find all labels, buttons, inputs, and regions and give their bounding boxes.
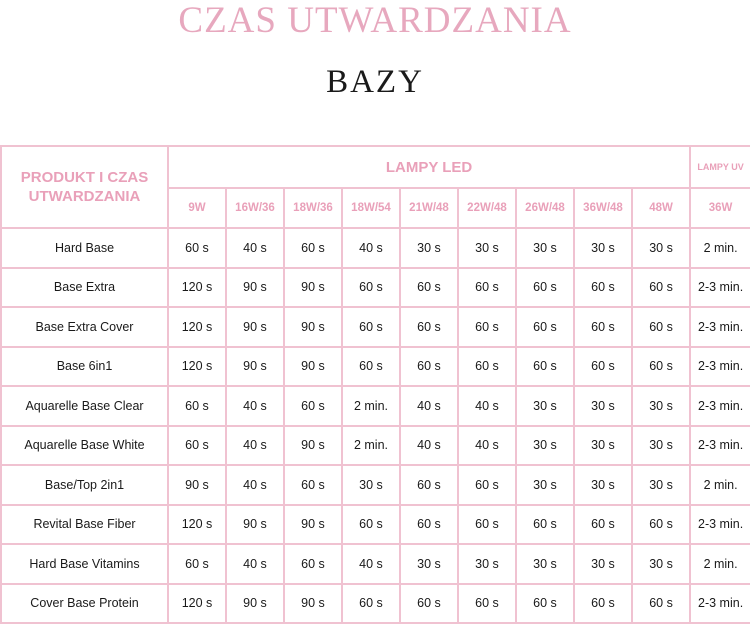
curing-time-cell: 30 s	[632, 426, 690, 466]
curing-time-cell: 60 s	[516, 268, 574, 308]
curing-time-cell: 40 s	[226, 228, 284, 268]
curing-time-cell: 60 s	[168, 228, 226, 268]
curing-time-cell: 40 s	[458, 426, 516, 466]
curing-time-cell: 30 s	[458, 544, 516, 584]
curing-time-cell: 2 min.	[342, 426, 400, 466]
curing-time-table	[0, 145, 750, 624]
curing-time-cell: 60 s	[458, 465, 516, 505]
curing-time-cell: 60 s	[168, 426, 226, 466]
curing-time-cell: 60 s	[342, 584, 400, 624]
watt-header: 26W/48	[516, 188, 574, 228]
curing-time-cell: 40 s	[226, 426, 284, 466]
curing-time-cell: 2-3 min.	[690, 347, 750, 387]
curing-time-cell: 60 s	[574, 268, 632, 308]
uv-lamps-header: LAMPY UV	[690, 146, 750, 188]
curing-time-cell: 120 s	[168, 268, 226, 308]
product-name-cell: Aquarelle Base White	[1, 426, 168, 466]
curing-time-cell: 60 s	[400, 465, 458, 505]
curing-time-cell: 60 s	[458, 584, 516, 624]
curing-time-cell: 2 min.	[690, 465, 750, 505]
curing-time-cell: 60 s	[458, 505, 516, 545]
watt-header: 36W/48	[574, 188, 632, 228]
curing-time-cell: 40 s	[342, 228, 400, 268]
curing-time-cell: 30 s	[516, 228, 574, 268]
curing-time-cell: 60 s	[458, 307, 516, 347]
curing-time-cell: 30 s	[574, 426, 632, 466]
curing-time-cell: 60 s	[574, 584, 632, 624]
table-row	[1, 386, 750, 426]
curing-time-cell: 90 s	[284, 307, 342, 347]
curing-time-cell: 30 s	[574, 228, 632, 268]
curing-time-cell: 60 s	[516, 347, 574, 387]
product-header: PRODUKT I CZAS UTWARDZANIA	[1, 146, 168, 228]
curing-time-cell: 30 s	[400, 228, 458, 268]
curing-time-cell: 2 min.	[342, 386, 400, 426]
curing-time-cell: 30 s	[516, 544, 574, 584]
product-name-cell: Cover Base Protein	[1, 584, 168, 624]
curing-time-cell: 60 s	[574, 505, 632, 545]
curing-time-cell: 60 s	[574, 307, 632, 347]
curing-time-cell: 90 s	[284, 584, 342, 624]
curing-time-cell: 90 s	[284, 268, 342, 308]
curing-time-cell: 30 s	[516, 386, 574, 426]
table-row	[1, 505, 750, 545]
curing-time-cell: 2 min.	[690, 228, 750, 268]
table-row	[1, 347, 750, 387]
product-name-cell: Hard Base Vitamins	[1, 544, 168, 584]
product-name-cell: Aquarelle Base Clear	[1, 386, 168, 426]
curing-time-cell: 2-3 min.	[690, 386, 750, 426]
curing-time-cell: 60 s	[342, 347, 400, 387]
product-name-cell: Hard Base	[1, 228, 168, 268]
curing-time-cell: 30 s	[458, 228, 516, 268]
curing-time-cell: 30 s	[516, 465, 574, 505]
curing-time-cell: 60 s	[400, 505, 458, 545]
curing-time-cell: 60 s	[342, 307, 400, 347]
curing-time-cell: 90 s	[284, 347, 342, 387]
curing-time-cell: 120 s	[168, 505, 226, 545]
curing-time-cell: 120 s	[168, 347, 226, 387]
curing-time-cell: 60 s	[516, 584, 574, 624]
table-body	[1, 228, 750, 623]
curing-time-cell: 2 min.	[690, 544, 750, 584]
curing-time-cell: 40 s	[400, 386, 458, 426]
curing-time-cell: 60 s	[632, 347, 690, 387]
curing-time-cell: 30 s	[632, 544, 690, 584]
curing-time-cell: 30 s	[632, 465, 690, 505]
curing-time-cell: 40 s	[226, 465, 284, 505]
curing-time-cell: 40 s	[458, 386, 516, 426]
curing-time-cell: 30 s	[574, 544, 632, 584]
curing-time-cell: 90 s	[226, 347, 284, 387]
curing-time-cell: 60 s	[516, 505, 574, 545]
curing-time-cell: 30 s	[574, 465, 632, 505]
curing-time-cell: 2-3 min.	[690, 584, 750, 624]
curing-time-cell: 120 s	[168, 307, 226, 347]
table-row	[1, 228, 750, 268]
page-subtitle: BAZY	[326, 64, 424, 100]
curing-time-cell: 60 s	[342, 268, 400, 308]
curing-time-cell: 60 s	[632, 307, 690, 347]
curing-time-cell: 40 s	[342, 544, 400, 584]
curing-time-cell: 60 s	[400, 307, 458, 347]
curing-time-cell: 30 s	[400, 544, 458, 584]
curing-time-cell: 60 s	[632, 505, 690, 545]
watt-header: 18W/54	[342, 188, 400, 228]
watt-header: 18W/36	[284, 188, 342, 228]
table-row	[1, 307, 750, 347]
curing-time-cell: 30 s	[632, 386, 690, 426]
curing-time-cell: 90 s	[226, 268, 284, 308]
product-name-cell: Revital Base Fiber	[1, 505, 168, 545]
curing-time-cell: 60 s	[632, 268, 690, 308]
table-row	[1, 426, 750, 466]
product-name-cell: Base Extra Cover	[1, 307, 168, 347]
curing-time-cell: 60 s	[400, 268, 458, 308]
curing-time-cell: 60 s	[632, 584, 690, 624]
curing-time-cell: 60 s	[168, 386, 226, 426]
curing-time-cell: 60 s	[574, 347, 632, 387]
curing-time-cell: 60 s	[458, 268, 516, 308]
curing-time-cell: 90 s	[226, 307, 284, 347]
watt-header: 22W/48	[458, 188, 516, 228]
curing-time-cell: 40 s	[400, 426, 458, 466]
curing-time-cell: 60 s	[400, 584, 458, 624]
curing-time-cell: 2-3 min.	[690, 307, 750, 347]
page-title: CZAS UTWARDZANIA	[178, 0, 572, 41]
curing-time-cell: 60 s	[284, 228, 342, 268]
curing-time-cell: 30 s	[574, 386, 632, 426]
watt-header: 36W	[690, 188, 750, 228]
curing-time-cell: 30 s	[516, 426, 574, 466]
product-name-cell: Base 6in1	[1, 347, 168, 387]
curing-time-cell: 40 s	[226, 544, 284, 584]
curing-time-cell: 2-3 min.	[690, 426, 750, 466]
curing-time-cell: 60 s	[284, 544, 342, 584]
watt-header: 48W	[632, 188, 690, 228]
curing-time-cell: 90 s	[226, 584, 284, 624]
table-row	[1, 544, 750, 584]
curing-time-cell: 30 s	[342, 465, 400, 505]
table-row	[1, 268, 750, 308]
curing-time-cell: 60 s	[400, 347, 458, 387]
curing-time-cell: 40 s	[226, 386, 284, 426]
curing-time-cell: 60 s	[284, 465, 342, 505]
curing-time-cell: 90 s	[168, 465, 226, 505]
curing-time-cell: 2-3 min.	[690, 505, 750, 545]
curing-time-cell: 90 s	[226, 505, 284, 545]
led-lamps-header: LAMPY LED	[168, 146, 690, 188]
product-name-cell: Base Extra	[1, 268, 168, 308]
table-row	[1, 584, 750, 624]
curing-time-cell: 60 s	[342, 505, 400, 545]
watt-header: 21W/48	[400, 188, 458, 228]
curing-time-cell: 60 s	[168, 544, 226, 584]
watt-header: 9W	[168, 188, 226, 228]
product-name-cell: Base/Top 2in1	[1, 465, 168, 505]
curing-time-cell: 60 s	[516, 307, 574, 347]
curing-time-cell: 60 s	[284, 386, 342, 426]
curing-time-cell: 30 s	[632, 228, 690, 268]
curing-time-cell: 90 s	[284, 426, 342, 466]
curing-time-cell: 60 s	[458, 347, 516, 387]
curing-time-cell: 90 s	[284, 505, 342, 545]
watt-header: 16W/36	[226, 188, 284, 228]
table-row	[1, 465, 750, 505]
curing-time-cell: 120 s	[168, 584, 226, 624]
curing-time-cell: 2-3 min.	[690, 268, 750, 308]
